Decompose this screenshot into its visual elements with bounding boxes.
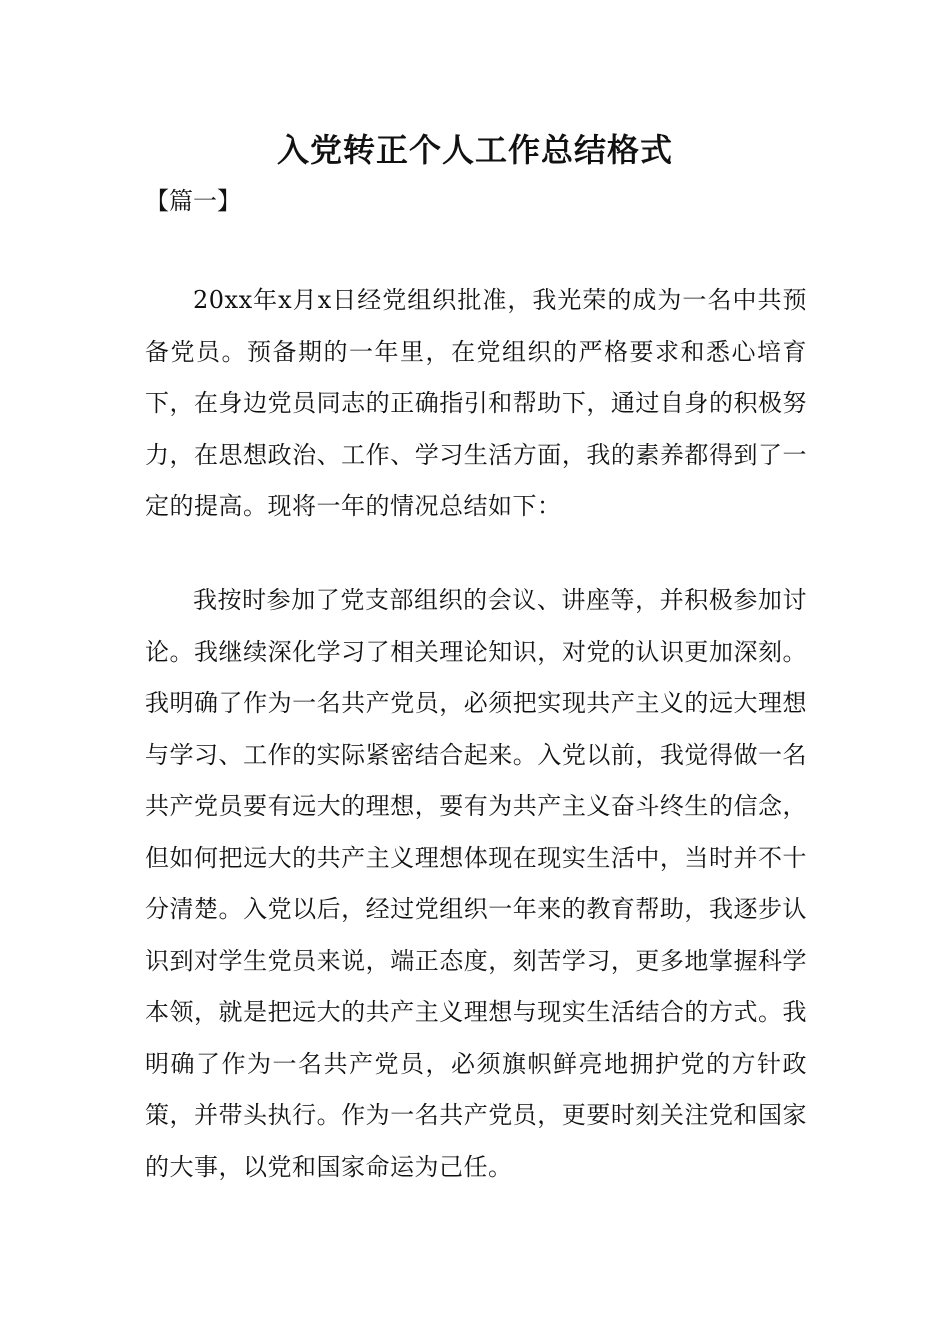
section-label: 【篇一】: [145, 187, 241, 215]
paragraph-2: 我按时参加了党支部组织的会议、讲座等，并积极参加讨论。我继续深化学习了相关理论知识，对党的认识更加深刻。我明确了作为一名共产党员，必须把实现共产主义的远大理想与学习、工作的实际紧密结合起来。入党以前，我觉得做一名共产党员要有远大的理想，要有为共产主义奋斗终生的信念，但如何把远大的共产主义理想体现在现实生活中，当时并不十分清楚。入党以后，经过党组织一年来的教育帮助，我逐步认识到对学生党员来说，端正态度，刻苦学习，更多地掌握科学本领，就是把远大的共产主义理想与现实生活结合的方式。我明确了作为一名共产党员，必须旗帜鲜亮地拥护党的方针政策，并带头执行。作为一名共产党员，更要时刻关注党和国家的大事，以党和国家命运为己任。: [145, 586, 807, 1181]
document-title: 入党转正个人工作总结格式: [276, 131, 673, 169]
paragraph-1: 20xx年x月x日经党组织批准，我光荣的成为一名中共预备党员。预备期的一年里，在党组织的严格要求和悉心培育下，在身边党员同志的正确指引和帮助下，通过自身的积极努力，在思想政治、工作、学习生活方面，我的素养都得到了一定的提高。现将一年的情况总结如下：: [145, 286, 807, 520]
